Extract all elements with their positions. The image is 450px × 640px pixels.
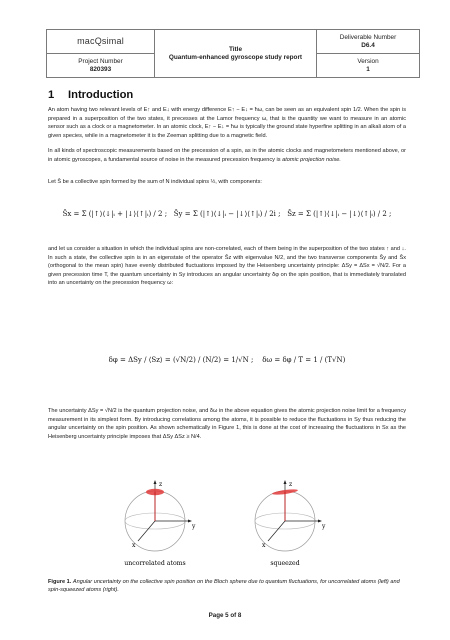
- left-axis-z-label: z: [159, 481, 163, 488]
- figure-caption-label: Figure 1.: [48, 579, 72, 585]
- left-axis-x-label: x: [132, 542, 136, 549]
- uncorrelated-atoms-label: uncorrelated atoms: [124, 560, 186, 567]
- title-label: Title: [228, 46, 243, 54]
- equation-dphi: δφ = ΔSy / ⟨Sz⟩ = (√N/2) / (N/2) = 1/√N ;: [108, 356, 254, 364]
- page-footer: Page 5 of 8: [208, 612, 242, 619]
- bloch-sphere-uncorrelated: [125, 480, 192, 551]
- paragraph-2-emphasis: atomic projection noise.: [282, 156, 341, 163]
- paragraph-5: The uncertainty ΔSy = √N/2 is the quantum projection noise, and δω in the above equation gives the atomic projection noise limit for a frequency measurement in its simplest form. By introducing correlations among the atoms, it is possible to reduce the fluctuations in Sy thus reducing the angular uncertainty on the spin position. As shown schematically in Figure 1, this is done at the cost of increasing the fluctuations in Sx as the Heisenberg uncertainty principle imposes that ΔSy ΔSz ≥ N/4.: [48, 408, 406, 440]
- equation-sz: Ŝz = Σ (|↑⟩⟨↓|ᵢ − |↓⟩⟨↑|ᵢ) / 2 ;: [287, 210, 392, 218]
- paragraph-4: and let us consider a situation in which the individual spins are non-correlated, each of them being in the superposition of the two states ↑ and ↓. In such a state, the collective spin is in an eigenstate of the operator Ŝz with eigenvalue N/2, and the two transverse components Ŝy and Ŝx (orthogonal to the mean spin) have evenly distributed fluctuations imposed by the Heisenberg uncertainty principle: ΔSy = ΔSx = √N/2. For a given precession time T, the quantum uncertainty in Sy introduces an angular uncertainty δφ on the spin position, that is immediately translated into an uncertainty on the precession frequency ω:: [48, 246, 406, 287]
- title-value: Quantum-enhanced gyroscope study report: [168, 53, 303, 61]
- squeezed-label: squeezed: [270, 560, 300, 567]
- title-cell: [155, 30, 317, 78]
- paragraph-1: An atom having two relevant levels of E↑ and E↓ with energy difference E↑ − E↓ = ħω, can be seen as an equivalent spin 1/2. When the spin is prepared in a superposition of the two states, it precesses at the Lamor frequency ω, that is the quantity we want to measure in an atomic sensor such as a clock or a magnetometer. In an atomic clock, E↑ − E↓ = ħω is typically the ground state hyperfine splitting in an alkali atom of a given species, while in a magnetometer it is the Zeeman splitting due to a magnetic field.: [48, 107, 406, 139]
- left-axis-y-label: y: [192, 523, 196, 530]
- version-cell: [317, 54, 420, 78]
- bloch-sphere-squeezed: [255, 480, 322, 551]
- company-logo: macQsimal: [47, 30, 155, 54]
- paragraph-2-text: In all kinds of spectroscopic measurements based on the precession of a spin, as in the atomic clocks and magnetometers mentioned above, or in atomic gyroscopes, a fundamental source of noise in the measured precession frequency is: [48, 148, 406, 163]
- deliverable-value: D6.4: [361, 41, 375, 49]
- deliverable-label: Deliverable Number: [339, 34, 397, 42]
- project-cell: [47, 54, 155, 78]
- project-value: 820393: [89, 65, 112, 73]
- spin-components-equations: [48, 196, 406, 232]
- paragraph-3: Let Ŝ be a collective spin formed by the sum of N individual spins ½, with components:: [48, 179, 262, 185]
- section-number: 1: [48, 89, 55, 101]
- figure-caption-text: Angular uncertainty on the collective spin position on the Bloch sphere due to quantum fluctuations, for uncorrelated atoms (left) and spin-squeezed atoms (right).: [48, 579, 400, 594]
- equation-sx: Ŝx = Σ (|↑⟩⟨↓|ᵢ + |↓⟩⟨↑|ᵢ) / 2 ;: [62, 210, 168, 218]
- paragraph-2: [48, 147, 406, 164]
- right-axis-z-label: z: [289, 481, 293, 488]
- section-title: Introduction: [68, 89, 134, 101]
- deliverable-cell: [317, 30, 420, 54]
- uncertainty-equations: [48, 340, 406, 380]
- project-label: Project Number: [78, 58, 123, 66]
- document-header-table: [46, 29, 420, 78]
- right-axis-y-label: y: [322, 523, 326, 530]
- equation-sy: Ŝy = Σ (|↑⟩⟨↓|ᵢ − |↓⟩⟨↑|ᵢ) / 2i ;: [173, 210, 281, 218]
- version-label: Version: [357, 58, 379, 66]
- version-value: 1: [366, 65, 370, 73]
- bloch-sphere-figure: [100, 477, 360, 569]
- equation-domega: δω = δφ / T = 1 / (T√N): [262, 356, 346, 364]
- right-axis-x-label: x: [262, 542, 266, 549]
- section-heading: [48, 89, 133, 101]
- figure-caption: [48, 578, 406, 595]
